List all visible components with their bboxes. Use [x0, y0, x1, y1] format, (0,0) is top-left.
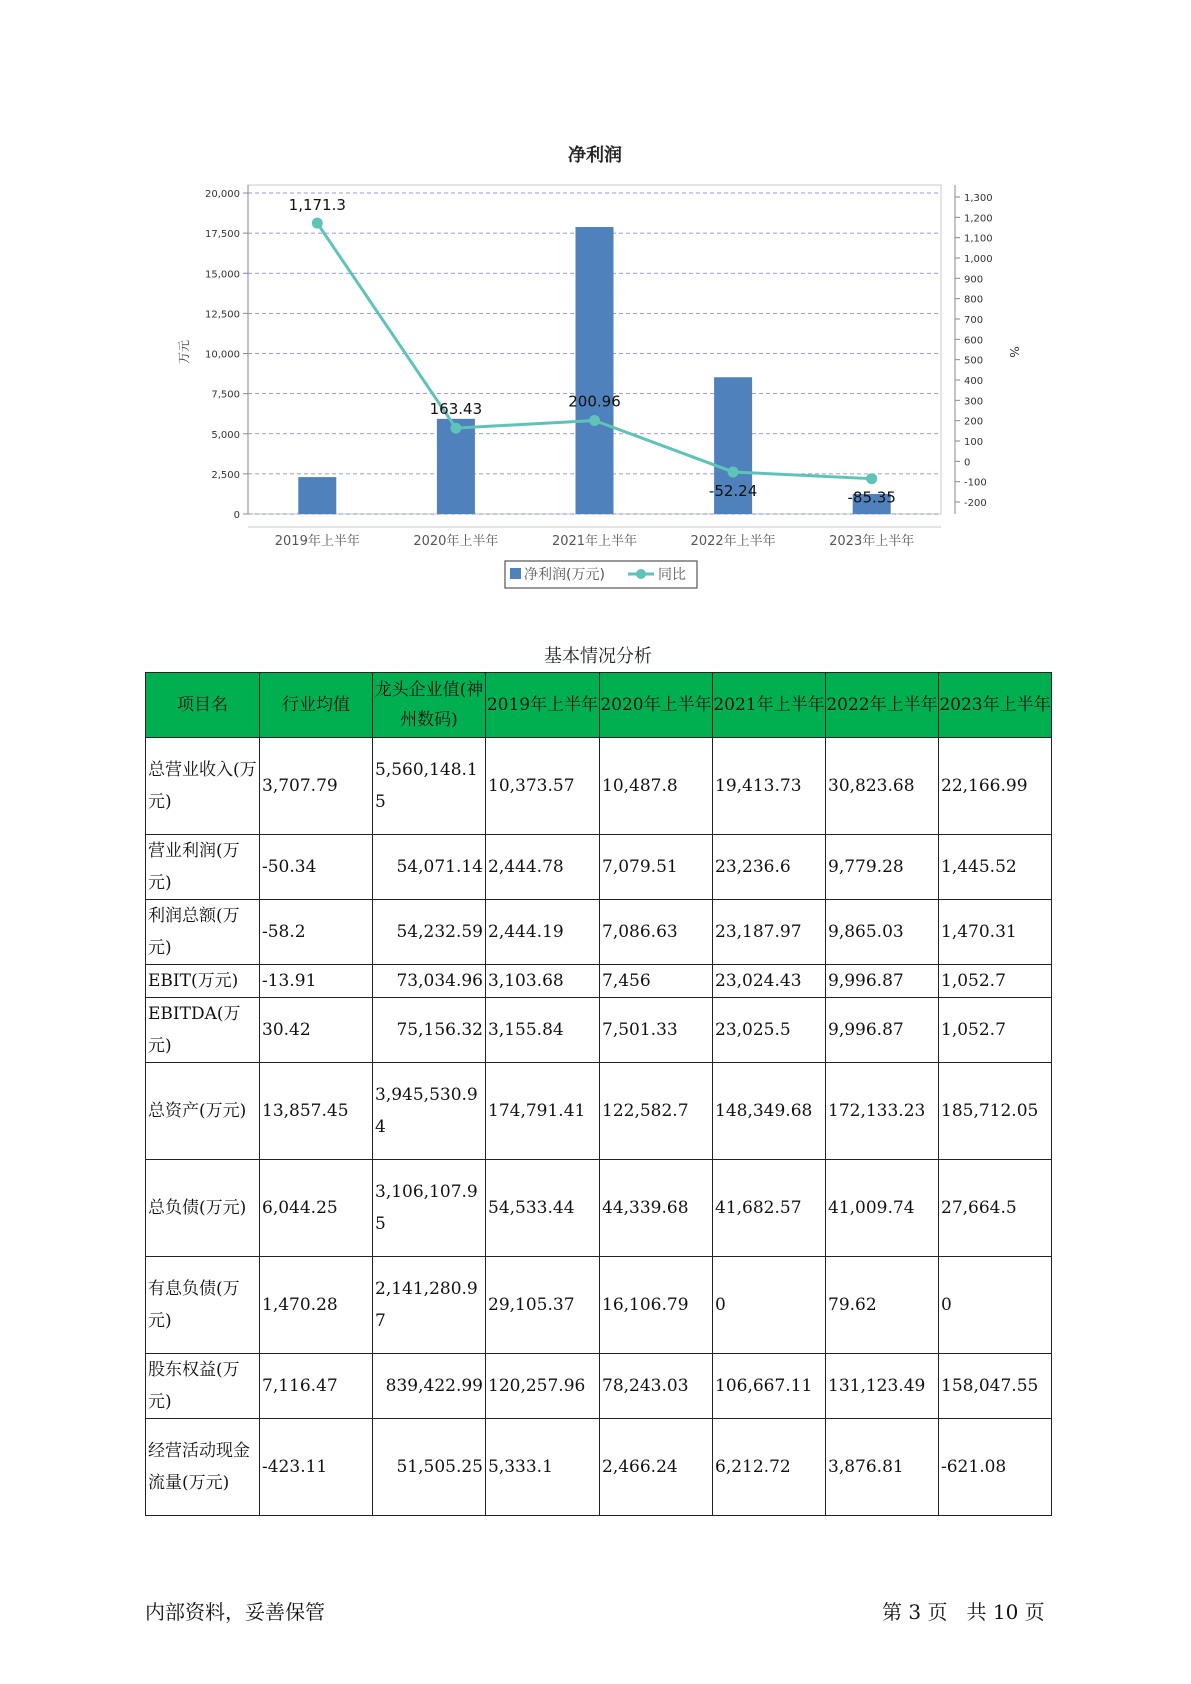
cell-industry-average: -50.34: [260, 835, 373, 900]
cell-leader-value: 2,141,280.97: [373, 1257, 486, 1354]
y-tick-label: 15,000: [205, 269, 240, 281]
y-tick-label: 20,000: [205, 189, 240, 200]
y-tick-label: 7,500: [211, 389, 240, 401]
cell-2021h1: 23,025.5: [713, 998, 826, 1063]
cell-leader-value: 839,422.99: [373, 1354, 486, 1419]
cell-2019h1: 174,791.41: [486, 1063, 600, 1160]
table-row: [146, 1063, 1052, 1160]
table-row: [146, 998, 1052, 1063]
chart-title: 净利润: [568, 145, 622, 166]
cell-2022h1: 131,123.49: [826, 1354, 939, 1419]
cell-leader-value: 73,034.96: [373, 965, 486, 998]
yoy-point: [866, 473, 877, 484]
cell-2020h1: 10,487.8: [600, 738, 713, 835]
cell-industry-average: 7,116.47: [260, 1354, 373, 1419]
row-metric-name: 股东权益(万元): [146, 1354, 260, 1419]
table-row: [146, 1257, 1052, 1354]
yoy-point: [312, 218, 323, 229]
table-header-row: [146, 673, 1052, 738]
row-metric-name: 总营业收入(万元): [146, 738, 260, 835]
cell-industry-average: -423.11: [260, 1419, 373, 1516]
cell-2023h1: 22,166.99: [939, 738, 1052, 835]
net-profit-bar: [576, 227, 614, 514]
y-tick-label: 17,500: [205, 229, 240, 241]
cell-industry-average: -58.2: [260, 900, 373, 965]
cell-2019h1: 5,333.1: [486, 1419, 600, 1516]
chart-canvas: [0, 0, 1191, 600]
cell-2020h1: 7,086.63: [600, 900, 713, 965]
footer-page-number: 第 3 页 共 10 页: [882, 1600, 1045, 1624]
cell-2023h1: 1,470.31: [939, 900, 1052, 965]
cell-industry-average: 3,707.79: [260, 738, 373, 835]
y2-tick-label: 1,300: [964, 193, 993, 204]
cell-2023h1: 0: [939, 1257, 1052, 1354]
row-metric-name: EBIT(万元): [146, 965, 260, 998]
cell-2022h1: 9,996.87: [826, 965, 939, 998]
cell-2023h1: 1,445.52: [939, 835, 1052, 900]
header-2021h1: 2021年上半年: [713, 673, 826, 738]
header-2022h1: 2022年上半年: [826, 673, 939, 738]
table-row: [146, 965, 1052, 998]
cell-2020h1: 122,582.7: [600, 1063, 713, 1160]
table-row: [146, 738, 1052, 835]
cell-2021h1: 23,236.6: [713, 835, 826, 900]
cell-2021h1: 23,187.97: [713, 900, 826, 965]
row-metric-name: 总资产(万元): [146, 1063, 260, 1160]
cell-2022h1: 79.62: [826, 1257, 939, 1354]
cell-2019h1: 120,257.96: [486, 1354, 600, 1419]
y2-tick-label: 900: [964, 274, 984, 286]
table-caption: 基本情况分析: [544, 646, 652, 667]
net-profit-bar: [298, 477, 336, 514]
y-tick-label: 12,500: [205, 309, 240, 321]
y2-tick-label: -100: [964, 477, 987, 489]
cell-2020h1: 16,106.79: [600, 1257, 713, 1354]
yoy-point: [589, 415, 600, 426]
table-row: [146, 1419, 1052, 1516]
cell-2020h1: 7,501.33: [600, 998, 713, 1063]
cell-2022h1: 9,865.03: [826, 900, 939, 965]
yoy-data-label: -52.24: [708, 481, 758, 500]
cell-2019h1: 3,155.84: [486, 998, 600, 1063]
row-metric-name: 营业利润(万元): [146, 835, 260, 900]
y-tick-label: 10,000: [205, 349, 240, 361]
y2-tick-label: 300: [964, 396, 984, 408]
cell-2023h1: 1,052.7: [939, 998, 1052, 1063]
cell-2019h1: 10,373.57: [486, 738, 600, 835]
header-2020h1: 2020年上半年: [600, 673, 713, 738]
cell-2021h1: 41,682.57: [713, 1160, 826, 1257]
cell-leader-value: 54,232.59: [373, 900, 486, 965]
header-item-name: 项目名: [146, 673, 260, 738]
cell-2022h1: 9,996.87: [826, 998, 939, 1063]
cell-2022h1: 41,009.74: [826, 1160, 939, 1257]
y2-tick-label: 600: [964, 335, 984, 347]
y-tick-label: 2,500: [211, 469, 240, 481]
cell-2020h1: 7,079.51: [600, 835, 713, 900]
cell-industry-average: -13.91: [260, 965, 373, 998]
basic-analysis-table: [145, 672, 1052, 1516]
y2-tick-label: 500: [964, 355, 984, 367]
cell-leader-value: 5,560,148.15: [373, 738, 486, 835]
legend-line-label: 同比: [658, 567, 686, 583]
cell-2020h1: 7,456: [600, 965, 713, 998]
cell-2021h1: 6,212.72: [713, 1419, 826, 1516]
legend-bar-swatch: [510, 568, 521, 579]
cell-2022h1: 3,876.81: [826, 1419, 939, 1516]
cell-2020h1: 78,243.03: [600, 1354, 713, 1419]
cell-2023h1: -621.08: [939, 1419, 1052, 1516]
yoy-data-label: 1,171.3: [288, 196, 346, 215]
cell-leader-value: 54,071.14: [373, 835, 486, 900]
y2-tick-label: 1,100: [964, 233, 993, 245]
cell-2023h1: 1,052.7: [939, 965, 1052, 998]
cell-2022h1: 9,779.28: [826, 835, 939, 900]
x-tick-label: 2023年上半年: [829, 534, 915, 549]
cell-2020h1: 2,466.24: [600, 1419, 713, 1516]
y-tick-label: 5,000: [211, 429, 240, 441]
cell-2022h1: 30,823.68: [826, 738, 939, 835]
cell-leader-value: 3,945,530.94: [373, 1063, 486, 1160]
x-tick-label: 2019年上半年: [274, 534, 360, 549]
y2-tick-label: -200: [964, 498, 987, 509]
legend-line-marker: [636, 569, 646, 579]
cell-2023h1: 185,712.05: [939, 1063, 1052, 1160]
cell-2019h1: 3,103.68: [486, 965, 600, 998]
yoy-data-label: 200.96: [568, 392, 621, 411]
x-tick-label: 2020年上半年: [413, 534, 499, 549]
y-tick-label: 0: [233, 510, 240, 521]
cell-2019h1: 2,444.19: [486, 900, 600, 965]
row-metric-name: 经营活动现金流量(万元): [146, 1419, 260, 1516]
legend-bar-label: 净利润(万元): [524, 567, 605, 583]
table-row: [146, 835, 1052, 900]
y-axis-title: 万元: [177, 339, 191, 365]
header-industry-average: 行业均值: [260, 673, 373, 738]
yoy-data-label: 163.43: [429, 400, 483, 419]
row-metric-name: 利润总额(万元): [146, 900, 260, 965]
row-metric-name: 总负债(万元): [146, 1160, 260, 1257]
y2-axis-title: %: [1007, 346, 1021, 358]
cell-2019h1: 2,444.78: [486, 835, 600, 900]
y2-tick-label: 200: [964, 416, 984, 428]
cell-industry-average: 6,044.25: [260, 1160, 373, 1257]
cell-2022h1: 172,133.23: [826, 1063, 939, 1160]
cell-2021h1: 19,413.73: [713, 738, 826, 835]
cell-2019h1: 29,105.37: [486, 1257, 600, 1354]
x-tick-label: 2021年上半年: [551, 534, 638, 549]
cell-leader-value: 75,156.32: [373, 998, 486, 1063]
cell-leader-value: 51,505.25: [373, 1419, 486, 1516]
cell-2021h1: 148,349.68: [713, 1063, 826, 1160]
cell-2020h1: 44,339.68: [600, 1160, 713, 1257]
cell-leader-value: 3,106,107.95: [373, 1160, 486, 1257]
header-2023h1: 2023年上半年: [939, 673, 1052, 738]
table-row: [146, 1354, 1052, 1419]
row-metric-name: 有息负债(万元): [146, 1257, 260, 1354]
net-profit-chart: [0, 0, 1191, 600]
row-metric-name: EBITDA(万元): [146, 998, 260, 1063]
y2-tick-label: 1,000: [964, 254, 993, 265]
x-tick-label: 2022年上半年: [690, 534, 776, 549]
cell-2023h1: 158,047.55: [939, 1354, 1052, 1419]
cell-industry-average: 1,470.28: [260, 1257, 373, 1354]
y2-tick-label: 800: [964, 294, 984, 306]
cell-2021h1: 23,024.43: [713, 965, 826, 998]
cell-industry-average: 30.42: [260, 998, 373, 1063]
y2-tick-label: 700: [964, 315, 984, 326]
yoy-data-label: -85.35: [847, 488, 896, 507]
yoy-point: [450, 423, 461, 434]
header-2019h1: 2019年上半年: [486, 673, 600, 738]
y2-tick-label: 1,200: [964, 213, 993, 225]
footer-confidential: 内部资料，妥善保管: [145, 1600, 325, 1624]
yoy-point: [728, 466, 739, 477]
y2-tick-label: 100: [964, 437, 984, 448]
cell-industry-average: 13,857.45: [260, 1063, 373, 1160]
header-leader-value: 龙头企业值(神州数码): [373, 673, 486, 738]
cell-2019h1: 54,533.44: [486, 1160, 600, 1257]
table-row: [146, 1160, 1052, 1257]
table-row: [146, 900, 1052, 965]
y2-tick-label: 0: [964, 457, 971, 469]
cell-2023h1: 27,664.5: [939, 1160, 1052, 1257]
cell-2021h1: 0: [713, 1257, 826, 1354]
cell-2021h1: 106,667.11: [713, 1354, 826, 1419]
y2-tick-label: 400: [964, 376, 984, 387]
